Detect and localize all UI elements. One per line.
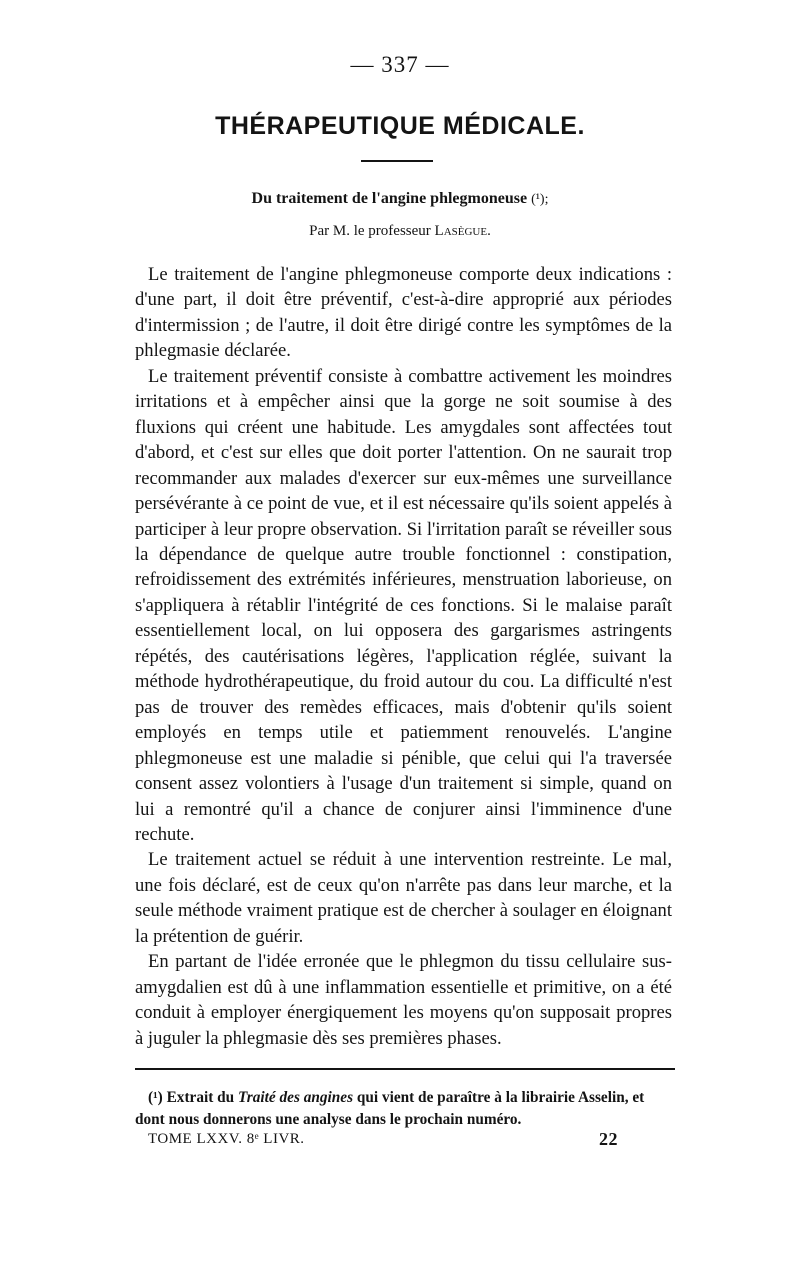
footnote-text-before: Extrait du [166,1089,235,1106]
section-title: THÉRAPEUTIQUE MÉDICALE. [215,112,585,140]
byline-prefix: Par M. le professeur [309,223,431,239]
byline [0,223,800,240]
footnote-rule [135,1068,675,1070]
paragraph: Le traitement de l'angine phlegmoneuse comporte deux indications : d'une part, il doit être préventif, c'est-à-dire approprié aux périodes d'intermission ; de l'autre, il doit être dirigé contre les symptômes de la phlegmasie déclarée. [135,264,672,362]
signature-line [148,1131,618,1150]
byline-author: Lasègue. [434,223,491,239]
paragraph: En partant de l'idée erronée que le phlegmon du tissu cellulaire sus-amygdalien est dû à une inflammation essentielle et primitive, on a été conduit à employer énergiquement les moyens qu'on supposait propres à juguler la phlegmasie dès ses premières phases. [135,951,672,1049]
paragraph: Le traitement préventif consiste à combattre activement les moindres irritations et à empêcher ainsi que la gorge ne soit soumise à des fluxions qui créent une habitude. Les amygdales sont affectées tout d'abord, et c'est sur elles que doit porter l'attention. On ne saurait trop recommander aux malades d'exercer sur eux-mêmes une surveillance persévérante à ce point de vue, et il est nécessaire qu'ils soient appelés à participer à leur propre observation. Si l'irritation paraît se réveiller sous la dépendance de quelque autre trouble fonctionnel : constipation, refroidissement des extrémités inférieures, menstruation laborieuse, on s'appliquera à rétablir l'intégrité de ces fonctions. Si le malaise paraît essentiellement local, on lui opposera des gargarismes astringents répétés, des cautérisations légères, l'application réglée, suivant la méthode hydrothérapeutique, du froid autour du cou. La difficulté n'est pas de trouver des remèdes efficaces, mais d'obtenir qu'ils soient employés en temps utile et patiemment renouvelés. L'angine phlegmoneuse est une maladie si pénible, que celui qui l'a traversée consent assez volontiers à l'usage d'un traitement si simple, quand on lui a remontré qu'il a chance de conjurer ainsi l'imminence d'une rechute. [135,365,672,845]
footnote-book-title: Traité des angines [238,1089,354,1106]
footnote-text-after: qui vient de paraître à la librairie Asselin, et dont nous donnerons une analyse dans le prochain numéro. [135,1089,645,1128]
title-rule [361,160,433,162]
article-title-note-ref: (¹); [531,192,549,207]
body-text [135,262,672,1051]
sheet-number: 22 [599,1129,618,1149]
page-number: — 337 — [350,52,450,77]
paragraph: Le traitement actuel se réduit à une intervention restreinte. Le mal, une fois déclaré, est de ceux qu'on n'arrête pas dans leur marche, et la seule méthode vraiment pratique est de chercher à soulager en éloignant la prétention de guérir. [135,849,672,947]
tome-label: TOME LXXV. 8ᵉ LIVR. [148,1131,305,1147]
footnote-marker: (¹) [148,1089,163,1106]
footnote [135,1087,675,1131]
article-title-text: Du traitement de l'angine phlegmoneuse [251,190,528,207]
article-title [0,190,800,208]
